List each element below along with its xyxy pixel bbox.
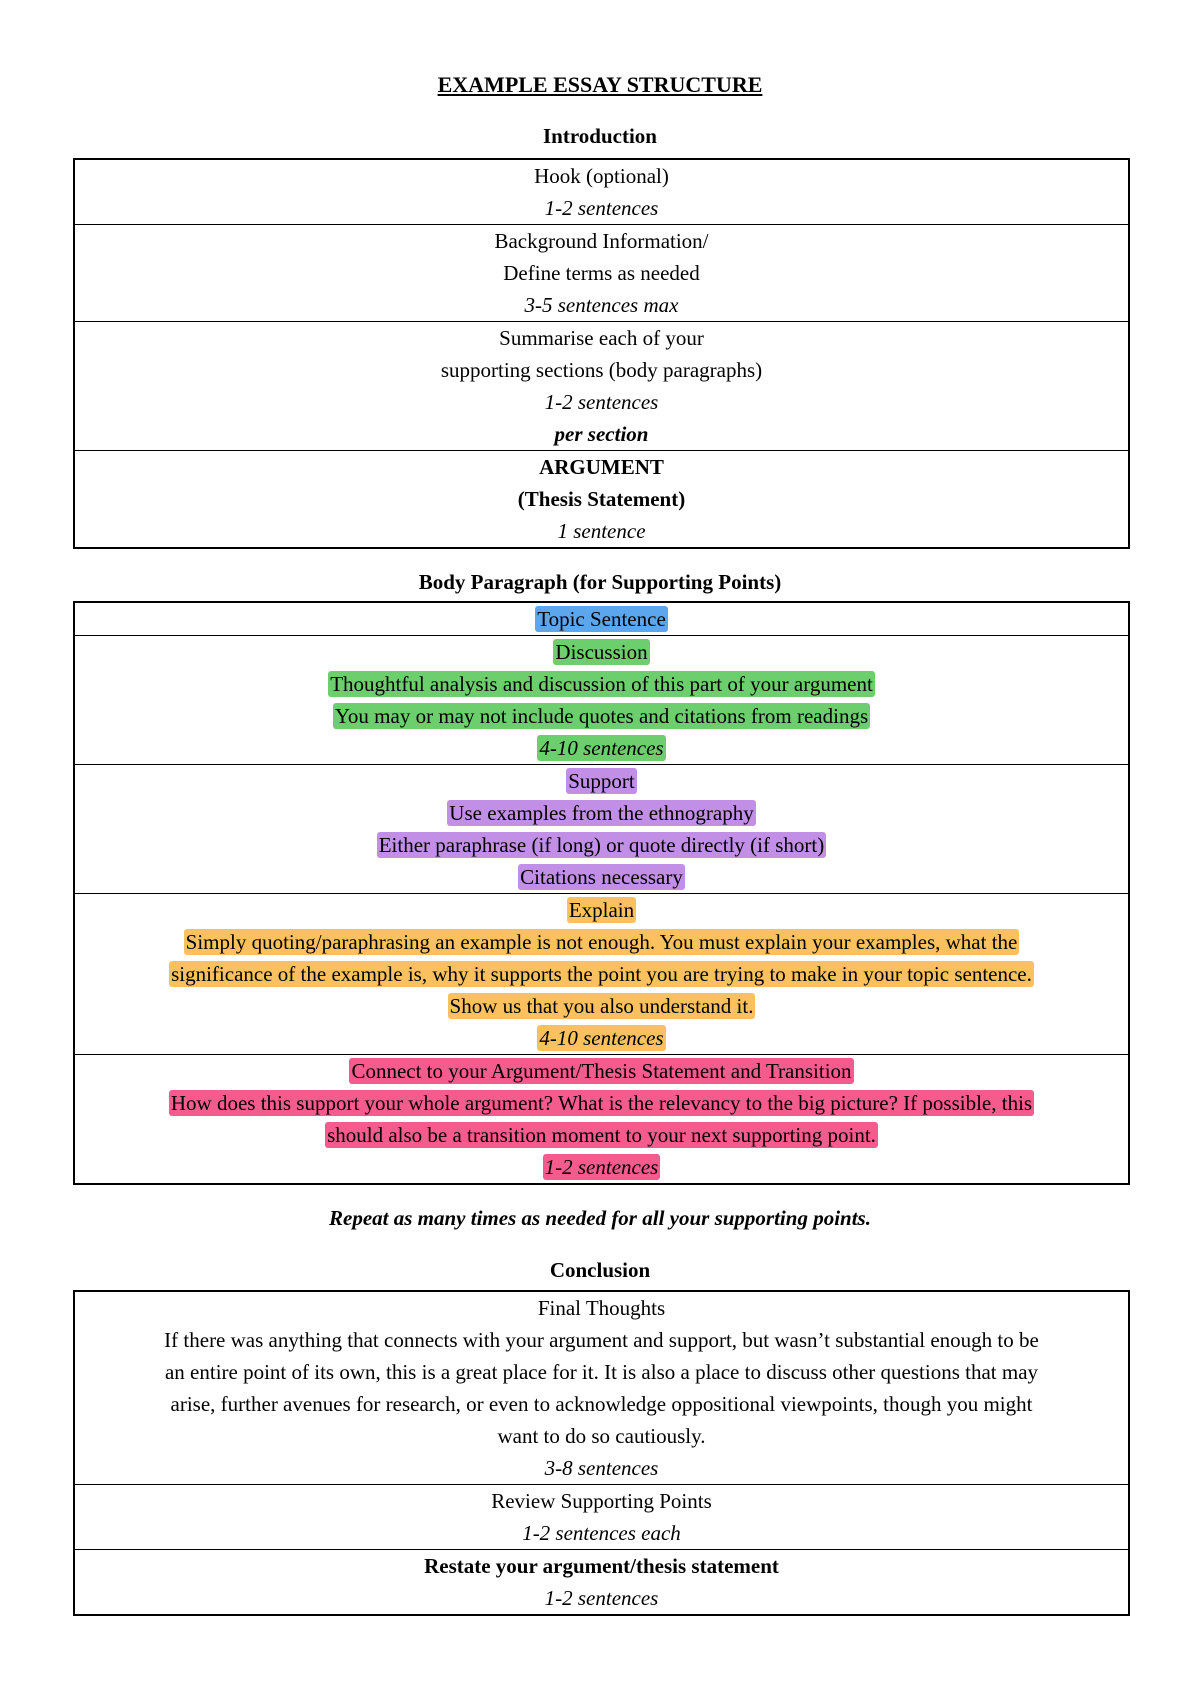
conclusion-table [73, 1290, 1130, 1616]
summary-label-2: supporting sections (body paragraphs) [440, 358, 763, 382]
final-thoughts-line-2: an entire point of its own, this is a great place for it. It is also a place to discuss other questions that may [164, 1360, 1039, 1384]
connect-title: Connect to your Argument/Thesis Statement and Transition [351, 1059, 852, 1083]
argument-row [75, 451, 1128, 547]
connect-line-1: How does this support your whole argument? What is the relevancy to the big picture? If possible, this [170, 1091, 1033, 1115]
repeat-note: Repeat as many times as needed for all your supporting points. [329, 1206, 871, 1230]
hook-length: 1-2 sentences [544, 196, 659, 220]
topic-sentence-label: Topic Sentence [537, 607, 666, 631]
explain-line-3: Show us that you also understand it. [449, 994, 754, 1018]
summary-label-1: Summarise each of your [499, 326, 704, 350]
background-label-2: Define terms as needed [503, 261, 700, 285]
final-thoughts-line-1: If there was anything that connects with your argument and support, but wasn’t substantial enough to be [164, 1328, 1039, 1352]
connect-length: 1-2 sentences [544, 1155, 659, 1179]
argument-length: 1 sentence [557, 519, 646, 543]
discussion-line-1: Thoughtful analysis and discussion of this part of your argument [330, 672, 873, 696]
discussion-title: Discussion [555, 640, 648, 664]
review-row [75, 1485, 1128, 1550]
review-length: 1-2 sentences each [522, 1521, 681, 1545]
explain-line-2: significance of the example is, why it supports the point you are trying to make in your topic sentence. [171, 962, 1032, 986]
discussion-length: 4-10 sentences [539, 736, 664, 760]
support-title: Support [568, 769, 635, 793]
restate-row [75, 1550, 1128, 1614]
introduction-table [73, 158, 1130, 549]
support-line-1: Use examples from the ethnography [449, 801, 754, 825]
final-thoughts-line-4: want to do so cautiously. [497, 1424, 706, 1448]
final-thoughts-row [75, 1292, 1128, 1485]
body-heading: Body Paragraph (for Supporting Points) [418, 570, 782, 594]
hook-row [75, 160, 1128, 225]
explain-line-1: Simply quoting/paraphrasing an example is not enough. You must explain your examples, what the [185, 930, 1018, 954]
conclusion-heading: Conclusion [549, 1258, 651, 1282]
explain-row [75, 894, 1128, 1055]
argument-label: ARGUMENT [539, 455, 664, 479]
summary-row [75, 322, 1128, 451]
page-title: EXAMPLE ESSAY STRUCTURE [437, 72, 763, 97]
final-thoughts-line-3: arise, further avenues for research, or even to acknowledge oppositional viewpoints, though you might [170, 1392, 1033, 1416]
topic-row [75, 603, 1128, 636]
discussion-row [75, 636, 1128, 765]
support-row [75, 765, 1128, 894]
support-line-3: Citations necessary [520, 865, 683, 889]
discussion-line-2: You may or may not include quotes and citations from readings [334, 704, 869, 728]
restate-title: Restate your argument/thesis statement [424, 1554, 779, 1578]
explain-title: Explain [568, 898, 635, 922]
connect-row [75, 1055, 1128, 1183]
body-table [73, 601, 1130, 1185]
summary-length: 1-2 sentences [544, 390, 659, 414]
connect-line-2: should also be a transition moment to your next supporting point. [327, 1123, 876, 1147]
introduction-heading: Introduction [543, 124, 657, 148]
summary-per-section: per section [554, 422, 649, 446]
review-title: Review Supporting Points [491, 1489, 712, 1513]
background-label-1: Background Information/ [494, 229, 709, 253]
background-length: 3-5 sentences max [524, 293, 679, 317]
final-thoughts-length: 3-8 sentences [544, 1456, 659, 1480]
support-line-2: Either paraphrase (if long) or quote directly (if short) [378, 833, 825, 857]
restate-length: 1-2 sentences [544, 1586, 659, 1610]
final-thoughts-title: Final Thoughts [537, 1296, 666, 1320]
hook-label: Hook (optional) [534, 164, 669, 188]
thesis-label: (Thesis Statement) [517, 487, 686, 511]
explain-length: 4-10 sentences [539, 1026, 664, 1050]
background-row [75, 225, 1128, 322]
